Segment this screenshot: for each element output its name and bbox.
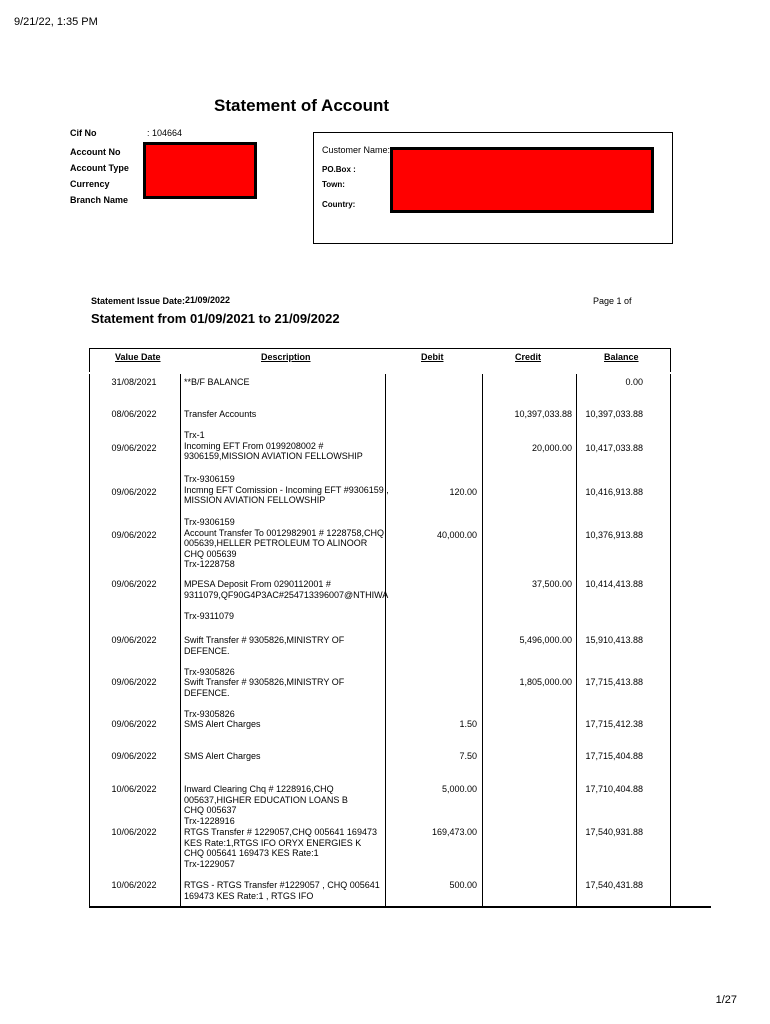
header-value-date: Value Date	[115, 352, 161, 362]
page-indicator: Page 1 of	[593, 296, 632, 306]
row-credit: 37,500.00	[531, 579, 572, 589]
print-timestamp: 9/21/22, 1:35 PM	[14, 16, 98, 28]
row-value-date: 09/06/2022	[111, 635, 157, 645]
header-balance: Balance	[604, 352, 639, 362]
column-divider	[482, 374, 483, 907]
issue-date-value: 21/09/2022	[185, 295, 231, 305]
page-counter: 1/27	[715, 994, 737, 1006]
row-description: Swift Transfer # 9305826,MINISTRY OF DEFENCE. Trx-9305826	[184, 635, 345, 677]
column-divider	[180, 374, 181, 907]
row-balance: 15,910,413.88	[585, 635, 643, 645]
row-value-date: 09/06/2022	[111, 751, 157, 761]
customer-name-label: Customer Name:	[322, 145, 391, 155]
row-balance: 10,417,033.88	[585, 443, 643, 453]
row-description: Trx-9306159 Account Transfer To 0012982901 # 1228758,CHQ 005639,HELLER PETROLEUM TO ALINOOR CHQ 005639 Trx-1228758	[184, 517, 384, 569]
issue-date-label: Statement Issue Date:	[91, 296, 186, 306]
town-label: Town:	[322, 180, 345, 189]
row-credit: 1,805,000.00	[519, 677, 572, 687]
table-header	[89, 348, 671, 372]
row-balance: 17,715,412.38	[585, 719, 643, 729]
row-description: **B/F BALANCE	[184, 377, 250, 387]
row-value-date: 31/08/2021	[111, 377, 157, 387]
row-credit: 10,397,033.88	[514, 409, 572, 419]
row-debit: 500.00	[449, 880, 477, 890]
row-value-date: 09/06/2022	[111, 719, 157, 729]
customer-redaction	[390, 147, 654, 213]
table-bottom-rule	[89, 906, 711, 908]
row-description: Inward Clearing Chq # 1228916,CHQ 005637,HIGHER EDUCATION LOANS B CHQ 005637 Trx-1228916	[184, 784, 348, 826]
row-description: RTGS Transfer # 1229057,CHQ 005641 169473 KES Rate:1,RTGS IFO ORYX ENERGIES K CHQ 005641 169473 KES Rate:1 Trx-1229057	[184, 827, 377, 869]
row-balance: 17,540,931.88	[585, 827, 643, 837]
row-description: Trx-9306159 Incmng EFT Comission - Incoming EFT #9306159 , MISSION AVIATION FELLOWSHIP	[184, 474, 389, 505]
account-no-label: Account No	[70, 147, 121, 157]
header-description: Description	[261, 352, 311, 362]
row-value-date: 10/06/2022	[111, 827, 157, 837]
row-description: RTGS - RTGS Transfer #1229057 , CHQ 005641 169473 KES Rate:1 , RTGS IFO	[184, 880, 380, 901]
row-credit: 5,496,000.00	[519, 635, 572, 645]
cif-label: Cif No	[70, 128, 97, 138]
page-title: Statement of Account	[214, 96, 390, 115]
row-description: Trx-1 Incoming EFT From 0199208002 # 9306159,MISSION AVIATION FELLOWSHIP	[184, 430, 363, 461]
header-credit: Credit	[515, 352, 542, 362]
row-balance: 10,376,913.88	[585, 530, 643, 540]
row-debit: 120.00	[449, 487, 477, 497]
statement-period: Statement from 01/09/2021 to 21/09/2022	[91, 311, 340, 326]
row-description: Swift Transfer # 9305826,MINISTRY OF DEFENCE. Trx-9305826	[184, 677, 345, 719]
row-balance: 0.00	[625, 377, 643, 387]
row-balance: 10,416,913.88	[585, 487, 643, 497]
column-divider	[576, 374, 577, 907]
row-value-date: 09/06/2022	[111, 530, 157, 540]
row-balance: 10,414,413.88	[585, 579, 643, 589]
row-description: MPESA Deposit From 0290112001 # 9311079,QF90G4P3AC#254713396007@NTHIWA Trx-9311079	[184, 579, 389, 621]
account-type-label: Account Type	[70, 163, 129, 173]
row-description: Transfer Accounts	[184, 409, 257, 419]
row-value-date: 08/06/2022	[111, 409, 157, 419]
row-balance: 17,540,431.88	[585, 880, 643, 890]
po-box-label: PO.Box :	[322, 165, 356, 174]
row-value-date: 09/06/2022	[111, 487, 157, 497]
row-debit: 169,473.00	[431, 827, 477, 837]
country-label: Country:	[322, 200, 356, 209]
row-description: SMS Alert Charges	[184, 751, 261, 761]
account-redaction	[143, 142, 257, 199]
row-value-date: 09/06/2022	[111, 443, 157, 453]
row-balance: 17,715,413.88	[585, 677, 643, 687]
row-debit: 1.50	[459, 719, 477, 729]
row-value-date: 09/06/2022	[111, 579, 157, 589]
branch-name-label: Branch Name	[70, 195, 129, 205]
currency-label: Currency	[70, 179, 110, 189]
header-debit: Debit	[421, 352, 444, 362]
row-value-date: 09/06/2022	[111, 677, 157, 687]
cif-value: : 104664	[147, 128, 183, 138]
row-debit: 40,000.00	[436, 530, 477, 540]
row-debit: 7.50	[459, 751, 477, 761]
row-balance: 17,715,404.88	[585, 751, 643, 761]
row-value-date: 10/06/2022	[111, 880, 157, 890]
row-credit: 20,000.00	[531, 443, 572, 453]
row-debit: 5,000.00	[441, 784, 477, 794]
row-balance: 10,397,033.88	[585, 409, 643, 419]
row-description: SMS Alert Charges	[184, 719, 261, 729]
row-value-date: 10/06/2022	[111, 784, 157, 794]
row-balance: 17,710,404.88	[585, 784, 643, 794]
